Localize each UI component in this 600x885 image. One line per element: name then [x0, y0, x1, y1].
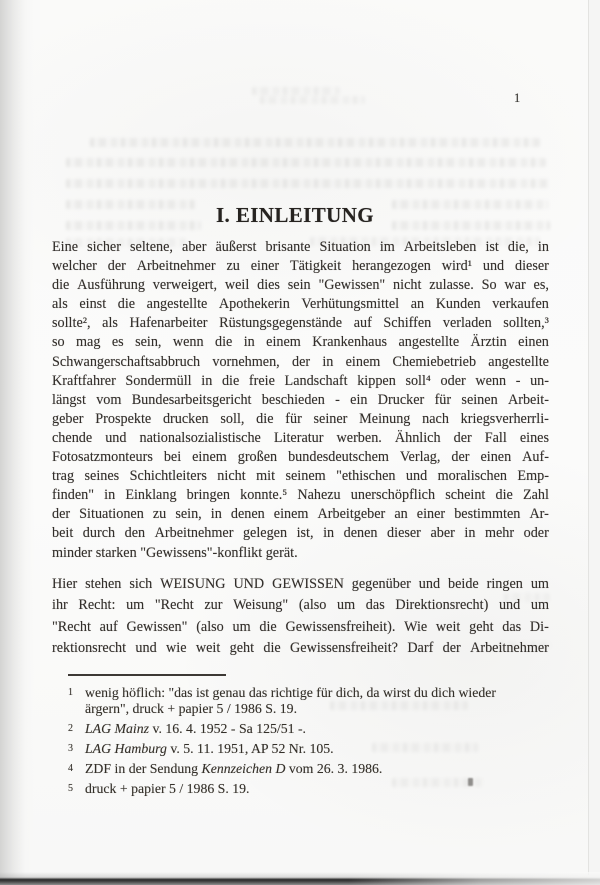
text-line: die Ausführung verweigert, weil dies sein "Gewissen" nicht zulasse. So war es, — [52, 277, 549, 294]
footnote-marker: 2 — [68, 722, 73, 734]
text-line: ihr Recht: um "Recht zur Weisung" (also um das Direktionsrecht) und um — [52, 597, 549, 614]
footnote — [68, 721, 548, 737]
text-line: minder starken "Gewissens"-konflikt gerät. — [52, 544, 298, 561]
text-line: Schwangerschaftsabbruch vornehmen, der in einem Chemiebetrieb angestellte — [52, 353, 549, 370]
text-line: sollte², als Hafenarbeiter Rüstungsgegenstände auf Schiffen verladen sollten,³ — [52, 315, 549, 332]
footnote-marker: 5 — [68, 783, 73, 795]
footnotes — [68, 685, 548, 802]
footnote — [68, 761, 548, 777]
footnote-marker: 4 — [68, 763, 73, 775]
text-line: Eine sicher seltene, aber äußerst brisante Situation im Arbeitsleben ist die, in — [52, 239, 549, 255]
footnote — [68, 741, 548, 757]
section-heading: I. EINLEITUNG — [215, 203, 375, 227]
bleed-through-text — [90, 138, 540, 147]
bleed-through-text — [260, 96, 365, 104]
page-number: 1 — [514, 91, 521, 105]
text-line: Kraftfahrer Sondermüll in die freie Landschaft kippen soll⁴ oder wenn - un- — [52, 372, 549, 389]
footnote-text: LAG Mainz v. 16. 4. 1952 - Sa 125/51 -. — [85, 720, 307, 736]
bleed-through-text — [252, 87, 340, 95]
bleed-through-text — [66, 158, 546, 167]
text-line: geber Prospekte drucken soll, die für seiner Meinung nach kriegsverherrli- — [52, 410, 549, 427]
text-line: als einst die angestellte Apothekerin Verhütungsmittel an Kunden verkaufen — [52, 296, 549, 313]
text-line: welcher der Arbeitnehmer zu einer Tätigkeit herangezogen wird¹ und dieser — [52, 258, 549, 275]
text-line: Hier stehen sich WEISUNG UND GEWISSEN gegenüber und beide ringen um — [52, 576, 549, 592]
text-line: chende und nationalsozialistische Literatur werben. Ähnlich der Fall eines — [52, 429, 549, 446]
footnote-text: druck + papier 5 / 1986 S. 19. — [85, 781, 250, 797]
text-line: beit durch den Arbeitnehmer gelegen ist, in denen dieser aber in mehr oder — [52, 525, 549, 542]
scan-edge-shadow — [0, 872, 600, 885]
bleed-through-text — [66, 179, 549, 188]
footnote — [68, 685, 548, 716]
footnote-marker: 1 — [68, 687, 73, 698]
body-paragraph-1 — [52, 239, 549, 564]
text-line: rektionsrecht und wie weit geht die Gewissensfreiheit? Darf der Arbeitnehmer — [52, 640, 549, 657]
text-line: finden" in Einklang bringen konnte.⁵ Nahezu unerschöpflich scheint die Zahl — [52, 487, 549, 504]
scan-right-margin — [589, 0, 600, 875]
scan-edge-line — [588, 0, 589, 875]
text-line: trag seines Schichtleiters nicht mit seinem "ethischen und moralischen Emp- — [52, 468, 549, 485]
page-gutter-shadow — [0, 0, 34, 885]
text-line: Fotosatzmonteurs bei einem großen bundesdeutschem Verlag, der einen Auf- — [52, 449, 549, 466]
text-line: so mag es sein, wenn die in einem Krankenhaus angestellte Ärztin einen — [52, 334, 549, 351]
footnote-text: wenig höflich: "das ist genau das richtige für dich, da wirst du dich wieder ärgern", druck + papier 5 / 1986 S. 19. — [85, 685, 496, 716]
text-line: längst vom Bundesarbeitsgericht beschieden - ein Drucker für seinen Arbeit- — [52, 391, 549, 408]
footnote — [68, 781, 548, 797]
footnote-marker: 3 — [68, 742, 73, 754]
footnote-separator — [68, 674, 226, 676]
body-paragraph-2 — [52, 576, 549, 662]
text-line: "Recht auf Gewissen" (also um die Gewissensfreiheit). Wie weit geht das Di- — [52, 618, 549, 635]
footnote-text: ZDF in der Sendung Kennzeichen D vom 26. 3. 1986. — [85, 761, 383, 777]
footnote-text: LAG Hamburg v. 5. 11. 1951, AP 52 Nr. 105. — [85, 740, 334, 756]
text-line: der Situationen zu sein, in denen einem Arbeitgeber an einer bestimmten Ar- — [52, 506, 549, 523]
